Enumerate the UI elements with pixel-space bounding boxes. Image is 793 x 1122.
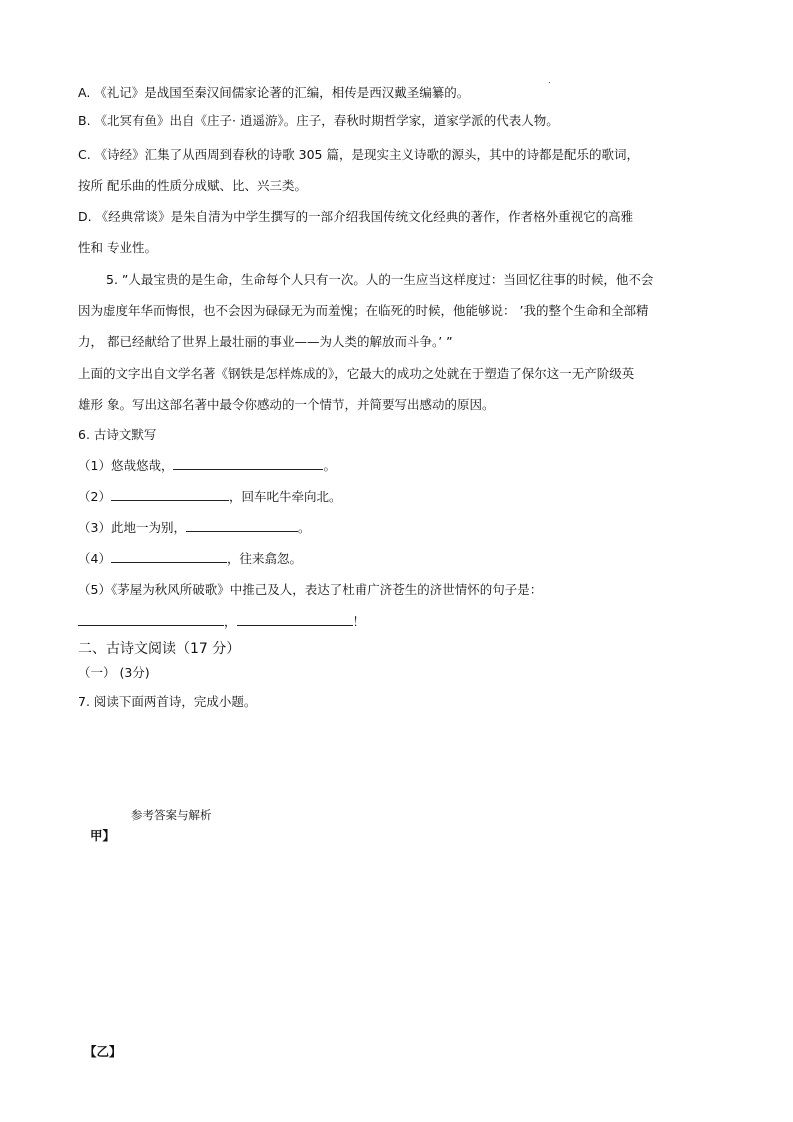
q6-item1: [78, 456, 336, 475]
q6-item4-suffix: ，往来翕忽。: [226, 551, 302, 566]
answer-blank[interactable]: [237, 612, 353, 626]
option-c-line2: 按所 配乐曲的性质分成赋、比、兴三类。: [78, 178, 307, 193]
q6-item3: [78, 518, 310, 537]
q5-line3: 力， 都已经献给了世界上最壮丽的事业——为人类的解放而斗争。’ ”: [78, 334, 453, 349]
q6-item5-sep: ，: [224, 614, 237, 629]
q6-item4-prefix: （4）: [78, 551, 111, 566]
option-b: B. 《北冥有鱼》出自《庄子· 逍遥游》。庄子，春秋时期哲学家，道家学派的代表人物。: [78, 113, 559, 128]
answer-blank[interactable]: [111, 487, 229, 501]
poem-yi-label: 【乙】: [84, 1044, 122, 1059]
option-c-line1: C. 《诗经》汇集了从西周到春秋的诗歌 305 篇，是现实主义诗歌的源头，其中的诗都是配乐的歌词，: [78, 147, 639, 162]
q6-title: 6. 古诗文默写: [78, 427, 157, 442]
q6-item2-prefix: （2）: [78, 489, 111, 504]
q6-item1-suffix: 。: [323, 458, 336, 473]
q5-line2: 因为虚度年华而悔恨，也不会因为碌碌无为而羞愧；在临死的时候，他能够说： ’我的整个生命和全部精: [78, 303, 649, 318]
q6-item3-prefix: （3）此地一为别，: [78, 520, 186, 535]
q5-line4: 上面的文字出自文学名著《钢铁是怎样炼成的》，它最大的成功之处就在于塑造了保尔这一无产阶级英: [78, 366, 635, 381]
stray-dot: .: [548, 76, 551, 85]
q6-item3-suffix: 。: [297, 520, 311, 535]
q6-item5-end: ！: [352, 614, 366, 629]
answer-blank[interactable]: [111, 549, 227, 563]
q5-line1: 5. ”人最宝贵的是生命，生命每个人只有一次。人的一生应当这样度过：当回忆往事的时候，他不会: [106, 272, 654, 287]
option-d-line2: 性和 专业性。: [78, 240, 157, 255]
answer-label: 参考答案与解析: [131, 808, 212, 822]
q6-item1-prefix: （1）悠哉悠哉，: [78, 458, 174, 473]
option-a: A. 《礼记》是战国至秦汉间儒家论著的汇编，相传是西汉戴圣编纂的。: [78, 85, 470, 100]
q6-item4: [78, 549, 302, 568]
answer-blank[interactable]: [78, 612, 224, 626]
q5-line5: 雄形 象。写出这部名著中最令你感动的一个情节，并简要写出感动的原因。: [78, 397, 495, 412]
q6-item2: [78, 487, 341, 506]
answer-blank[interactable]: [173, 456, 323, 470]
section2-sub: （一） (3分): [78, 665, 150, 680]
option-d-line1: D. 《经典常谈》是朱自清为中学生撰写的一部介绍我国传统文化经典的著作，作者格外重视它的高雅: [78, 209, 634, 224]
q6-item5-blanks: [78, 612, 365, 631]
answer-blank[interactable]: [186, 518, 298, 532]
q7-instruction: 7. 阅读下面两首诗，完成小题。: [78, 694, 257, 709]
q6-item5: （5）《茅屋为秋风所破歌》中推己及人，表达了杜甫广济苍生的济世情怀的句子是：: [78, 582, 543, 597]
poem-jia-label: 甲】: [90, 828, 116, 843]
section2-title: 二、古诗文阅读（17 分）: [78, 641, 241, 657]
q6-item2-suffix: ，回车叱牛牵向北。: [228, 489, 342, 504]
